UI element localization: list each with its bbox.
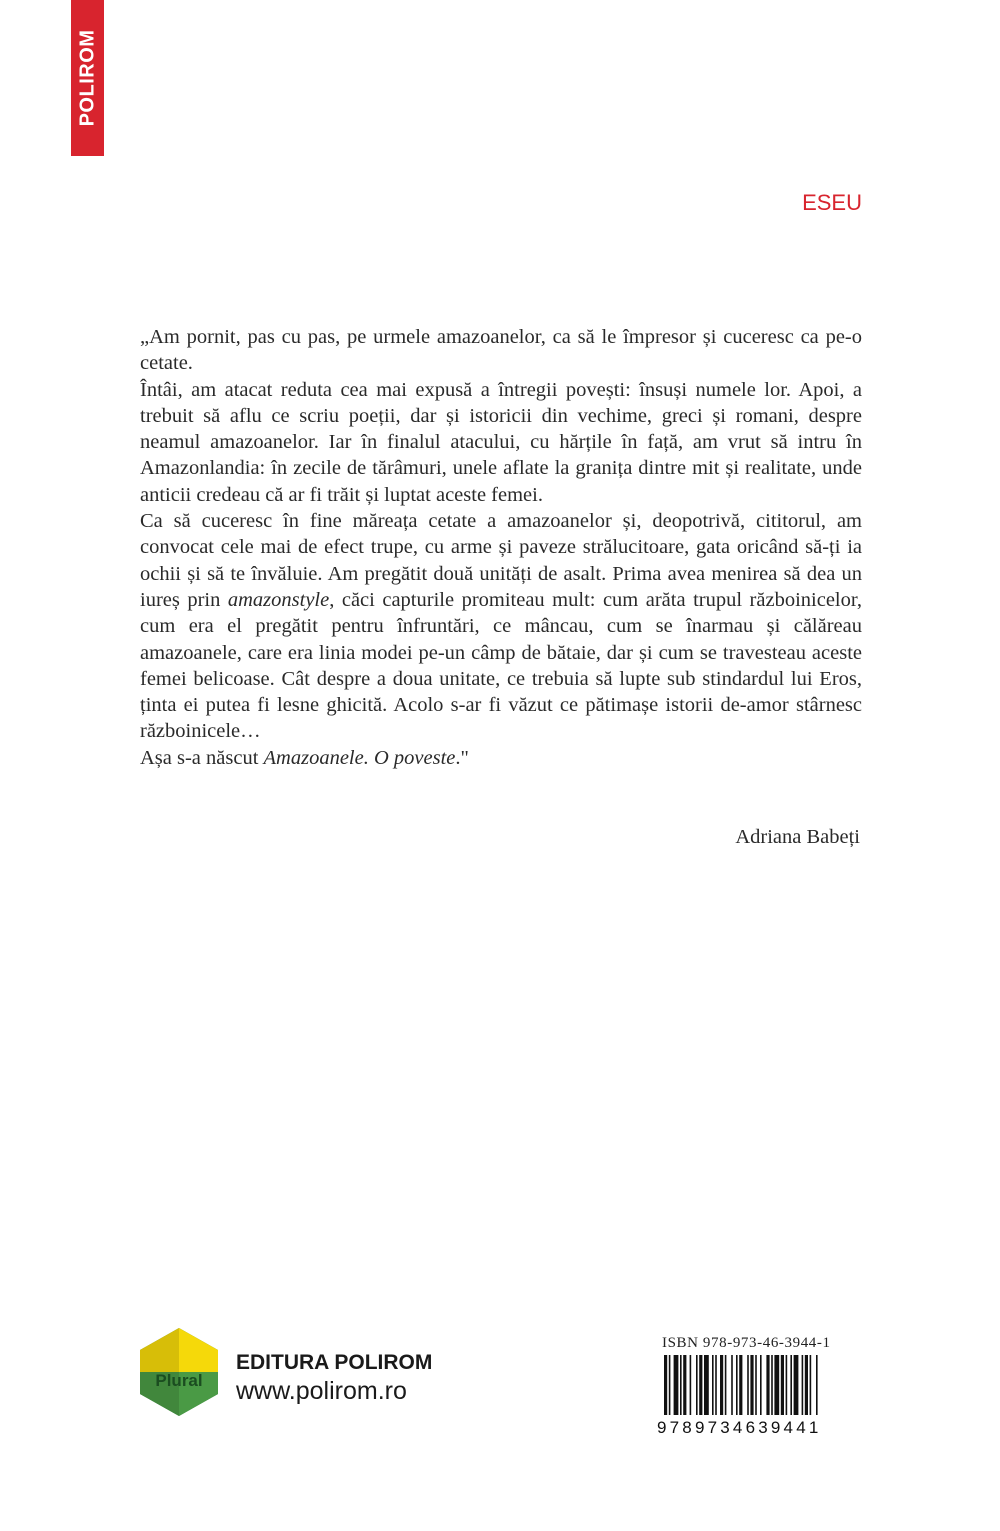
- barcode-bar: [816, 1355, 818, 1415]
- barcode-bar: [794, 1355, 799, 1415]
- barcode-bar: [760, 1355, 762, 1415]
- barcode-bar: [810, 1355, 812, 1415]
- author-signature: Adriana Babeți: [735, 826, 860, 848]
- publisher-name: EDITURA POLIROM: [236, 1351, 433, 1374]
- barcode-bar: [680, 1355, 682, 1415]
- barcode-bar: [674, 1355, 679, 1415]
- barcode-bar: [712, 1355, 714, 1415]
- barcode-bar: [755, 1355, 757, 1415]
- barcode-bar: [805, 1355, 808, 1415]
- barcode-bar: [786, 1355, 788, 1415]
- isbn-label: ISBN 978-973-46-3944-1: [662, 1335, 831, 1351]
- barcode-bar: [664, 1355, 667, 1415]
- barcode-bar: [736, 1355, 738, 1415]
- publisher-block: [236, 1350, 432, 1406]
- barcode-bar: [750, 1355, 753, 1415]
- barcode-bar: [683, 1355, 686, 1415]
- barcode-bar: [669, 1355, 671, 1415]
- barcode-bar: [802, 1355, 804, 1415]
- barcode-bar: [747, 1355, 749, 1415]
- barcode-bar: [790, 1355, 792, 1415]
- barcode-bar: [731, 1355, 733, 1415]
- barcode-bar: [696, 1355, 698, 1415]
- blurb-text: , căci capturile promiteau mult: cum arăta trupul războinicelor, cum era el pregătit pentru înfruntări, ce mâncau, cum se înarmau și călăreau amazoanele, care era linia modei pe-un câmp de bătaie, dar și cum se travesteau aceste femei belicoase. Cât despre a doua unitate, ce trebuia să lupte sub stindardul lui Eros, ținta ei putea fi lesne ghicită. Acolo s-ar fi văzut ce pătimașe istorii de-amor stârnesc războinicele…: [140, 588, 862, 743]
- book-title-italic: Amazoanele. O poveste: [263, 746, 456, 769]
- blurb-paragraph: [140, 745, 862, 771]
- plural-hexagon-logo: [138, 1326, 220, 1418]
- blurb-paragraph: Întâi, am atacat reduta cea mai expusă a întregii povești: însuși numele lor. Apoi, a trebuit să aflu ce scriu poeții, dar și istoricii din vechime, greci și romani, despre neamul amazoanelor. Iar în finalul atacului, cu hărțile în față, am vrut să intru în Amazonlandia: în zecile de tărâmuri, unele aflate la granița dintre mit și realitate, unde anticii credeau că ar fi trăit și luptat aceste femei.: [140, 378, 862, 506]
- barcode-bar: [704, 1355, 709, 1415]
- blurb-text: Așa s-a născut: [140, 746, 264, 769]
- barcode-bar: [774, 1355, 779, 1415]
- barcode-digits: 9789734639441: [657, 1418, 822, 1437]
- barcode-bar: [781, 1355, 784, 1415]
- barcode-bar: [739, 1355, 742, 1415]
- publisher-url: www.polirom.ro: [236, 1377, 407, 1405]
- blurb-text: Ca să cuceresc în fine măreața cetate a amazoanelor și, deopotrivă, cititorul, am convocat cele mai de efect trupe, cu arme și paveze strălucitoare, gata oricând să-ți ia ochii și să te învăluie. Am pregătit două unități de asalt. Prima avea menirea să dea un iureș prin: [140, 510, 862, 611]
- barcode-bar: [766, 1355, 769, 1415]
- logo-text: Plural: [155, 1371, 203, 1390]
- brand-label: POLIROM: [76, 29, 98, 127]
- barcode-bar: [690, 1355, 692, 1415]
- blurb-paragraph: [140, 508, 862, 745]
- barcode-bar: [771, 1355, 773, 1415]
- blurb-italic-term: amazonstyle: [227, 588, 330, 611]
- polirom-brand-tab: [71, 0, 104, 156]
- barcode-bar: [725, 1355, 727, 1415]
- blurb-paragraph: „Am pornit, pas cu pas, pe urmele amazoanelor, ca să le împresor și cuceresc ca pe-o cetate.: [140, 326, 862, 375]
- isbn-barcode: [664, 1355, 864, 1415]
- back-cover-blurb: [140, 324, 862, 771]
- blurb-text: .": [455, 746, 469, 769]
- barcode-bar: [720, 1355, 723, 1415]
- barcode-bar: [715, 1355, 717, 1415]
- category-label: ESEU: [802, 190, 862, 215]
- barcode-bar: [699, 1355, 702, 1415]
